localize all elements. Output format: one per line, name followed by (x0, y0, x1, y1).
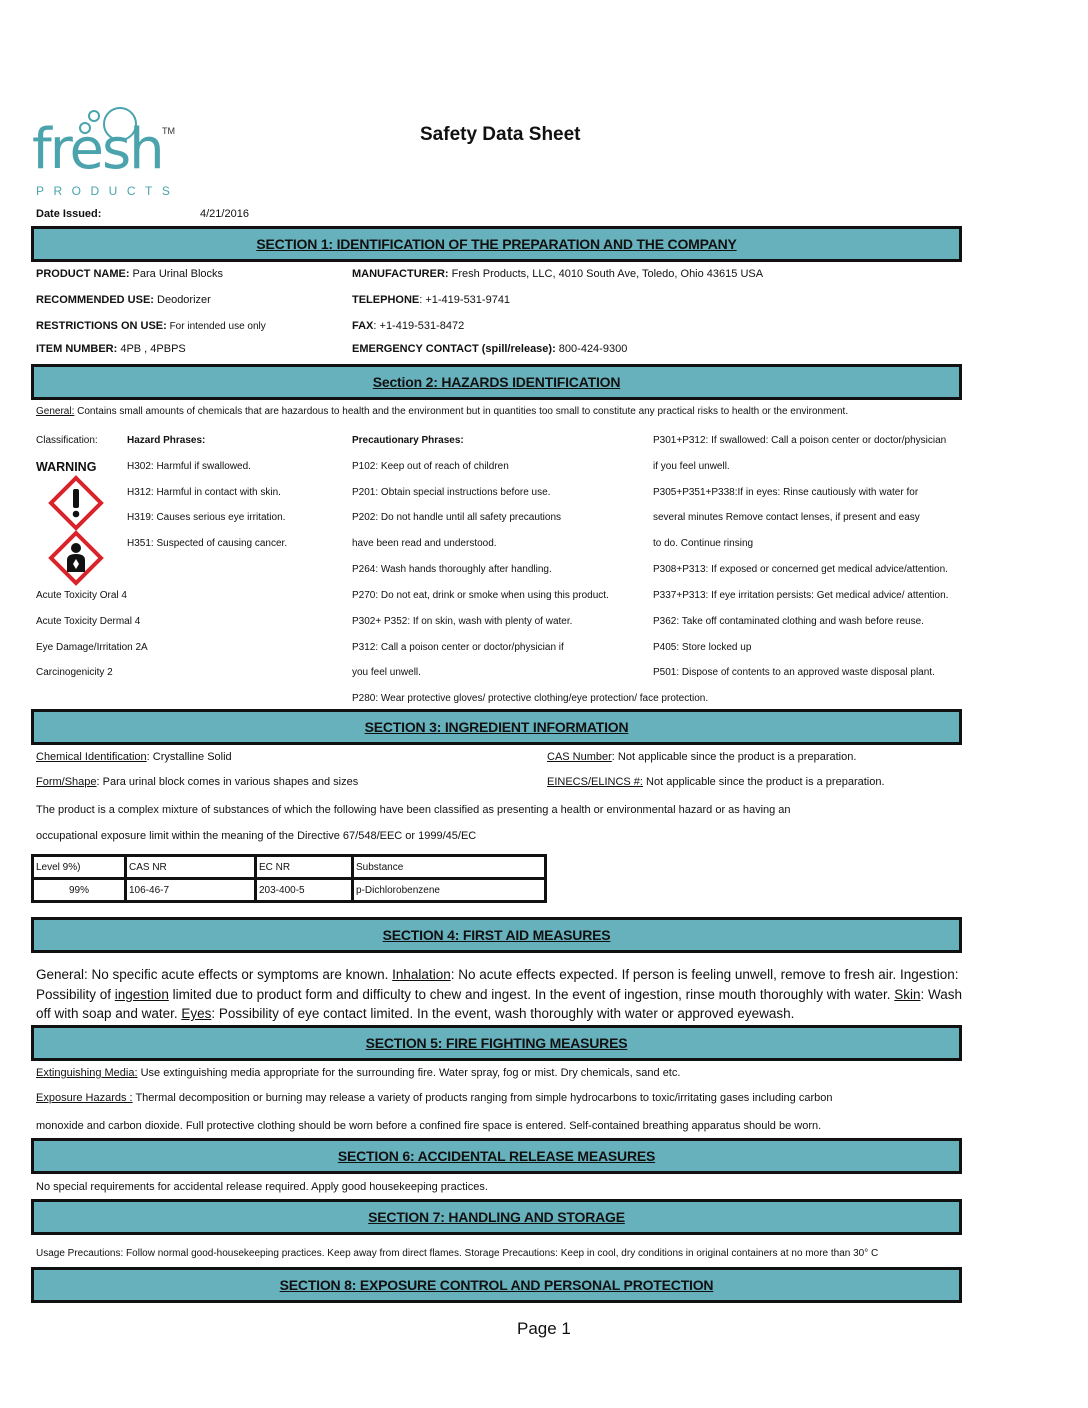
chemical-identification (36, 751, 232, 763)
precaution-phrase: P280: Wear protective gloves/ protective clothing/eye protection/ face protection. (352, 693, 709, 704)
recommended-use-value: Deodorizer (153, 294, 211, 306)
classification-item: Carcinogenicity 2 (36, 667, 113, 678)
precaution-phrase: P302+ P352: If on skin, wash with plenty of water. (352, 616, 573, 627)
accidental-release-text: No special requirements for accidental release required. Apply good housekeeping practices. (36, 1181, 488, 1193)
extinguishing-media (36, 1067, 680, 1079)
item-number-label: ITEM NUMBER: (36, 343, 118, 355)
section-4-title: SECTION 4: FIRST AID MEASURES (382, 927, 611, 943)
skin-label: Skin (894, 986, 921, 1002)
table-cell: 106-46-7 (126, 879, 256, 902)
inhalation-label: Inhalation (392, 967, 451, 982)
table-header-cell: Level 9%) (33, 856, 126, 879)
einecs-number-label: EINECS/ELINCS #: (547, 776, 643, 788)
hazard-phrase: H312: Harmful in contact with skin. (127, 487, 281, 498)
table-cell: 99% (33, 879, 126, 902)
extinguishing-media-label: Extinguishing Media: (36, 1067, 138, 1079)
manufacturer-label: MANUFACTURER: (352, 268, 449, 280)
extinguishing-media-value: Use extinguishing media appropriate for the surrounding fire. Water spray, fog or mist. Dry chemicals, sand etc. (137, 1067, 681, 1079)
precaution-phrase: P102: Keep out of reach of children (352, 461, 509, 472)
cas-number-value: : Not applicable since the product is a preparation. (611, 751, 857, 763)
section-8-title: SECTION 8: EXPOSURE CONTROL AND PERSONAL PROTECTION (279, 1277, 714, 1293)
exposure-hazards-value: Thermal decomposition or burning may release a variety of products ranging from simple hydrocarbons to toxic/irritating gases including carbon (132, 1092, 833, 1104)
first-aid-ingestion: limited due to product form and difficulty to chew and ingest. In the event of ingestion, rinse mouth thoroughly with water. (168, 986, 895, 1002)
restrictions-label: RESTRICTIONS ON USE: (36, 320, 167, 332)
restrictions-value: For intended use only (166, 321, 266, 332)
first-aid-general: General: No specific acute effects or symptoms are known. (36, 967, 393, 982)
chemical-identification-value: : Crystalline Solid (146, 751, 232, 763)
einecs-number (547, 776, 885, 788)
hazard-phrase: H351: Suspected of causing cancer. (127, 538, 288, 549)
section-1-title: SECTION 1: IDENTIFICATION OF THE PREPARATION AND THE COMPANY (256, 236, 737, 252)
section-8-header (31, 1267, 962, 1303)
telephone-value: : +1-419-531-9741 (419, 294, 511, 306)
health-hazard-pictogram-icon (48, 530, 104, 591)
precaution-phrase: several minutes Remove contact lenses, if present and easy (653, 512, 920, 523)
precaution-phrase: P202: Do not handle until all safety precautions (352, 512, 562, 523)
hazard-general-label: General: (36, 406, 75, 417)
first-aid-skin: : Wash off with soap and water. (36, 986, 963, 1021)
precaution-phrase: have been read and understood. (352, 538, 497, 549)
eyes-label: Eyes (181, 1006, 212, 1021)
handling-storage-text: Usage Precautions: Follow normal good-housekeeping practices. Keep away from direct flames. Storage Precautions: Keep in cool, dry conditions in original containers at no more than 30° C (36, 1248, 879, 1259)
precaution-phrase: P337+P313: If eye irritation persists: Get medical advice/ attention. (653, 590, 949, 601)
section-3-title: SECTION 3: INGREDIENT INFORMATION (364, 719, 629, 735)
classification-item: Eye Damage/Irritation 2A (36, 642, 148, 653)
exposure-hazards (36, 1092, 832, 1104)
classification-item: Acute Toxicity Dermal 4 (36, 616, 141, 627)
cas-number (547, 751, 856, 763)
precaution-phrase: P301+P312: If swallowed: Call a poison center or doctor/physician (653, 435, 947, 446)
manufacturer (352, 268, 763, 280)
form-shape-label: Form/Shape (36, 776, 97, 788)
ingestion-label: ingestion (114, 986, 169, 1002)
section-5-header (31, 1025, 962, 1061)
precautionary-phrases-header: Precautionary Phrases: (352, 435, 464, 446)
hazard-phrase: H319: Causes serious eye irritation. (127, 512, 286, 523)
form-shape (36, 776, 358, 788)
form-shape-value: : Para urinal block comes in various shapes and sizes (96, 776, 359, 788)
precaution-phrase: P501: Dispose of contents to an approved waste disposal plant. (653, 667, 935, 678)
classification-item: Acute Toxicity Oral 4 (36, 590, 127, 601)
date-issued-label: Date Issued: (36, 208, 102, 220)
section-6-header (31, 1138, 962, 1174)
hazard-general (36, 406, 848, 417)
signal-word: WARNING (36, 460, 97, 474)
item-number (36, 343, 186, 355)
section-6-title: SECTION 6: ACCIDENTAL RELEASE MEASURES (337, 1148, 656, 1164)
table-cell: 203-400-5 (256, 879, 353, 902)
item-number-value: 4PB , 4PBPS (117, 343, 186, 355)
table-header-cell: EC NR (256, 856, 353, 879)
precaution-phrase: P308+P313: If exposed or concerned get medical advice/attention. (653, 564, 948, 575)
section-2-title: Section 2: HAZARDS IDENTIFICATION (372, 374, 621, 390)
fax-label: FAX (352, 320, 374, 332)
precaution-phrase: you feel unwell. (352, 667, 421, 678)
hazard-phrases-header: Hazard Phrases: (127, 435, 206, 446)
section-2-header (31, 364, 962, 400)
date-issued-value: 4/21/2016 (200, 208, 249, 220)
exclamation-mark-pictogram-icon (48, 475, 104, 536)
section-1-header (31, 226, 962, 262)
table-header-row (33, 856, 546, 879)
exposure-hazards-label: Exposure Hazards : (36, 1092, 133, 1104)
recommended-use-label: RECOMMENDED USE: (36, 294, 154, 306)
recommended-use (36, 294, 211, 306)
logo-subtitle: PRODUCTS (36, 184, 180, 198)
precaution-phrase: P305+P351+P338:If in eyes: Rinse cautiously with water for (653, 487, 919, 498)
table-header-cell: CAS NR (126, 856, 256, 879)
product-name-value: Para Urinal Blocks (129, 268, 224, 280)
logo-wordmark: fresh (32, 117, 163, 182)
mixture-statement-cont: occupational exposure limit within the meaning of the Directive 67/548/EEC or 1999/45/EC (36, 830, 477, 842)
table-cell: p-Dichlorobenzene (353, 879, 546, 902)
page-title: Safety Data Sheet (420, 124, 581, 145)
product-name (36, 268, 223, 280)
first-aid-text (36, 965, 971, 1024)
cas-number-label: CAS Number (547, 751, 612, 763)
precaution-phrase: to do. Continue rinsing (653, 538, 754, 549)
page-number: Page 1 (517, 1319, 571, 1338)
precaution-phrase: P312: Call a poison center or doctor/physician if (352, 642, 564, 653)
fax-value: : +1-419-531-8472 (373, 320, 465, 332)
precaution-phrase: P201: Obtain special instructions before use. (352, 487, 551, 498)
section-7-header (31, 1199, 962, 1235)
manufacturer-value: Fresh Products, LLC, 4010 South Ave, Toledo, Ohio 43615 USA (448, 268, 764, 280)
company-logo (34, 104, 184, 200)
emergency-contact (352, 343, 627, 355)
ingredient-table (31, 854, 547, 903)
section-5-title: SECTION 5: FIRE FIGHTING MEASURES (365, 1035, 628, 1051)
mixture-statement: The product is a complex mixture of substances of which the following have been classified as presenting a health or environmental hazard or as having an (36, 804, 791, 816)
exposure-hazards-cont: monoxide and carbon dioxide. Full protective clothing should be worn before a confined fire space is entered. Self-contained breathing apparatus should be worn. (36, 1120, 822, 1132)
table-row (33, 879, 546, 902)
section-4-header (31, 917, 962, 953)
emergency-contact-value: 800-424-9300 (555, 343, 628, 355)
first-aid-inhalation: : No acute effects expected. If person is feeling unwell, remove to fresh air. Ingestion: Possibility of (36, 967, 959, 1002)
emergency-contact-label: EMERGENCY CONTACT (spill/release): (352, 343, 556, 355)
logo-trademark: TM (162, 126, 175, 136)
product-name-label: PRODUCT NAME: (36, 268, 130, 280)
fax (352, 320, 464, 332)
einecs-number-value: Not applicable since the product is a preparation. (642, 776, 885, 788)
restrictions (36, 320, 266, 332)
telephone (352, 294, 510, 306)
section-3-header (31, 709, 962, 745)
first-aid-eyes: : Possibility of eye contact limited. In the event, wash thoroughly with water or approved eyewash. (211, 1006, 795, 1021)
precaution-phrase: P362: Take off contaminated clothing and wash before reuse. (653, 616, 924, 627)
classification-label: Classification: (36, 435, 98, 446)
precaution-phrase: P270: Do not eat, drink or smoke when using this product. (352, 590, 609, 601)
section-7-title: SECTION 7: HANDLING AND STORAGE (368, 1209, 625, 1225)
hazard-phrase: H302: Harmful if swallowed. (127, 461, 251, 472)
table-header-cell: Substance (353, 856, 546, 879)
precaution-phrase: P264: Wash hands thoroughly after handling. (352, 564, 552, 575)
precaution-phrase: P405: Store locked up (653, 642, 752, 653)
chemical-identification-label: Chemical Identification (36, 751, 147, 763)
telephone-label: TELEPHONE (352, 294, 420, 306)
hazard-general-text: Contains small amounts of chemicals that are hazardous to health and the environment but in quantities too small to constitute any practical risks to health or the environment. (74, 406, 849, 417)
precaution-phrase: if you feel unwell. (653, 461, 730, 472)
